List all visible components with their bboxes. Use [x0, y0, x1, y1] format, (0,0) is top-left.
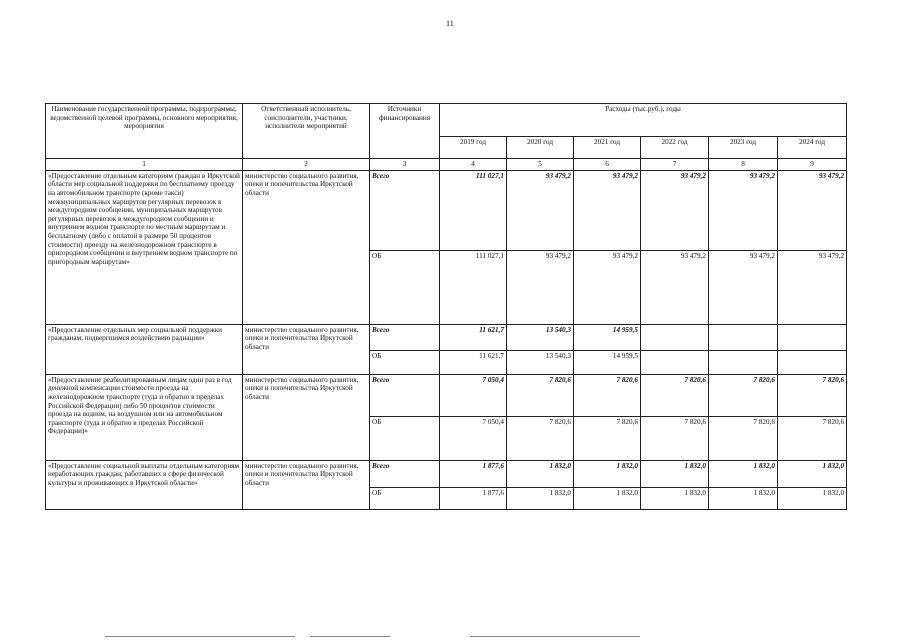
value-ob — [641, 350, 709, 374]
value-ob: 111 027,1 — [440, 250, 507, 324]
value-ob: 93 479,2 — [574, 250, 641, 324]
column-number: 6 — [574, 159, 641, 171]
measure-name: «Предоставление социальной выплаты отдельным категориям неработающих граждан, работавших в сфере физической культуры и проживающих в Иркутской области» — [46, 460, 243, 509]
measure-executor: министерство социального развития, опеки и попечительства Иркутской области — [243, 460, 370, 509]
value-ob: 1 832,0 — [709, 487, 778, 509]
value-total: 1 832,0 — [641, 460, 709, 487]
footer-rule — [470, 636, 640, 637]
value-ob: 7 820,6 — [574, 416, 641, 460]
value-total: 1 832,0 — [574, 460, 641, 487]
value-total: 7 820,6 — [574, 374, 641, 416]
measure-name: «Предоставление отдельных мер социальной поддержки гражданам, подвергшимся воздействию радиации» — [46, 324, 243, 374]
value-total — [641, 324, 709, 350]
value-total: 7 820,6 — [507, 374, 574, 416]
value-total: 7 820,6 — [641, 374, 709, 416]
value-total: 1 832,0 — [778, 460, 847, 487]
value-total: 7 820,6 — [709, 374, 778, 416]
source-ob: ОБ — [370, 416, 440, 460]
column-number: 4 — [440, 159, 507, 171]
value-ob — [778, 350, 847, 374]
measure-executor: министерство социального развития, опеки и попечительства Иркутской области — [243, 374, 370, 460]
header-expenses: Расходы (тыс.руб.), годы — [440, 104, 847, 137]
column-number: 1 — [46, 159, 243, 171]
value-ob: 11 621,7 — [440, 350, 507, 374]
table-row — [46, 460, 847, 487]
value-total: 11 621,7 — [440, 324, 507, 350]
measure-name: «Предоставление отдельным категориям граждан в Иркутской области мер социальной поддержки по бесплатному проезду на автомобильном транспорте (кроме такси) межмуниципальных маршрутов регулярных перевозок в междугородном сообщении, муниципальных маршрутов регулярных перевозок в междугородном сообщении и внутреннем водном транспорте по местным маршрутам и бесплатному (либо с оплатой в размере 50 процентов стоимости) проезду на железнодорожном транспорте в пригородном сообщении и внутреннем водном транспорте по пригородным маршрутам» — [46, 170, 243, 324]
column-number: 8 — [709, 159, 778, 171]
value-total: 93 479,2 — [778, 170, 847, 250]
value-ob: 14 959,5 — [574, 350, 641, 374]
value-ob: 1 832,0 — [778, 487, 847, 509]
footer-rule — [310, 636, 390, 637]
value-ob: 7 050,4 — [440, 416, 507, 460]
value-total: 93 479,2 — [641, 170, 709, 250]
source-ob: ОБ — [370, 250, 440, 324]
value-total: 7 820,6 — [778, 374, 847, 416]
header-year: 2020 год — [507, 137, 574, 159]
page-number: 11 — [446, 19, 454, 28]
value-total: 7 050,4 — [440, 374, 507, 416]
table-row — [46, 374, 847, 416]
source-ob: ОБ — [370, 350, 440, 374]
header-year: 2021 год — [574, 137, 641, 159]
value-ob: 93 479,2 — [507, 250, 574, 324]
value-ob: 7 820,6 — [709, 416, 778, 460]
value-ob: 1 877,6 — [440, 487, 507, 509]
table-row — [46, 170, 847, 250]
value-ob: 7 820,6 — [507, 416, 574, 460]
source-total: Всего — [370, 374, 440, 416]
header-executor: Ответственный исполнитель, соисполнители, участники, исполнители мероприятий — [243, 104, 370, 159]
column-number: 2 — [243, 159, 370, 171]
value-ob: 1 832,0 — [574, 487, 641, 509]
value-total: 14 959,5 — [574, 324, 641, 350]
measure-executor: министерство социального развития, опеки и попечительства Иркутской области — [243, 170, 370, 324]
value-total: 13 540,3 — [507, 324, 574, 350]
header-year: 2024 год — [778, 137, 847, 159]
source-ob: ОБ — [370, 487, 440, 509]
header-name: Наименование государственной программы, подпрограммы, ведомственной целевой программы, основного мероприятия, мероприятия — [46, 104, 243, 159]
column-number: 5 — [507, 159, 574, 171]
value-ob: 7 820,6 — [778, 416, 847, 460]
value-total: 93 479,2 — [709, 170, 778, 250]
value-total — [709, 324, 778, 350]
column-number: 9 — [778, 159, 847, 171]
value-ob: 93 479,2 — [709, 250, 778, 324]
header-source: Источники финансирования — [370, 104, 440, 159]
value-total: 1 877,6 — [440, 460, 507, 487]
value-total — [778, 324, 847, 350]
value-total: 1 832,0 — [709, 460, 778, 487]
value-ob: 1 832,0 — [507, 487, 574, 509]
header-year: 2023 год — [709, 137, 778, 159]
footer-rule — [105, 636, 295, 637]
value-total: 1 832,0 — [507, 460, 574, 487]
header-year: 2019 год — [440, 137, 507, 159]
column-number: 7 — [641, 159, 709, 171]
source-total: Всего — [370, 170, 440, 250]
measure-name: «Предоставление реабилитированным лицам один раз в год денежной компенсации стоимости проезда на железнодорожном транспорте (туда и обратно в пределах Российской Федерации) либо 50 процентов стоимости проезда на водном, на воздушном или на автомобильном транспорте (туда и обратно в пределах Российской Федерации)» — [46, 374, 243, 460]
value-ob: 13 540,3 — [507, 350, 574, 374]
value-ob: 1 832,0 — [641, 487, 709, 509]
value-total: 93 479,2 — [507, 170, 574, 250]
table-row — [46, 324, 847, 350]
value-ob — [709, 350, 778, 374]
value-ob: 93 479,2 — [641, 250, 709, 324]
source-total: Всего — [370, 324, 440, 350]
source-total: Всего — [370, 460, 440, 487]
header-year: 2022 год — [641, 137, 709, 159]
value-total: 111 027,1 — [440, 170, 507, 250]
value-ob: 7 820,6 — [641, 416, 709, 460]
value-total: 93 479,2 — [574, 170, 641, 250]
measure-executor: министерство социального развития, опеки и попечительства Иркутской области — [243, 324, 370, 374]
column-number: 3 — [370, 159, 440, 171]
expenses-table — [45, 103, 847, 510]
value-ob: 93 479,2 — [778, 250, 847, 324]
